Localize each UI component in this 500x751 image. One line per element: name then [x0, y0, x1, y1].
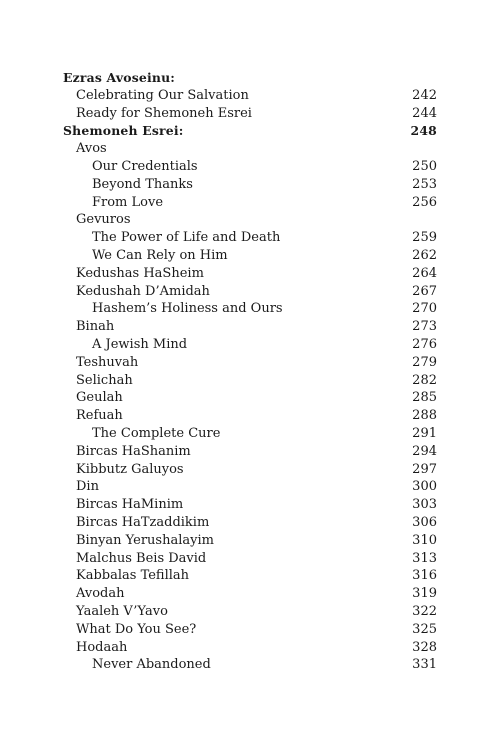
toc-entry-title: Ready for Shemoneh Esrei — [76, 105, 252, 121]
toc-entry-title: Never Abandoned — [92, 657, 211, 673]
toc-entry-title: Bircas HaShanim — [76, 443, 191, 459]
toc-entry-page-number: 291 — [412, 425, 437, 441]
toc-entry — [63, 247, 437, 265]
toc-entry-page-number: 244 — [412, 105, 437, 121]
toc-entry-page-number: 270 — [412, 301, 437, 317]
toc-entry-page-number: 262 — [412, 247, 437, 263]
toc-entry — [63, 496, 437, 514]
toc-entry-title: Din — [76, 479, 99, 495]
toc-section-heading — [63, 122, 437, 140]
toc-entry-title: Beyond Thanks — [92, 176, 193, 192]
toc-entry-page-number: 288 — [412, 408, 437, 424]
toc-entry-title: Bircas HaMinim — [76, 497, 184, 513]
toc-entry — [63, 211, 437, 229]
toc-entry-title: Hodaah — [76, 639, 128, 655]
toc-entry-title: Refuah — [76, 408, 123, 424]
toc-entry-title: The Complete Cure — [92, 425, 221, 441]
toc-entry — [63, 389, 437, 407]
toc-entry — [63, 425, 437, 443]
toc-entry — [63, 336, 437, 354]
toc-entry-title: Geulah — [76, 390, 123, 406]
toc-entry — [63, 229, 437, 247]
toc-entry — [63, 550, 437, 568]
toc-entry — [63, 514, 437, 532]
toc-entry-title: Binah — [76, 319, 115, 335]
toc-entry-page-number: 264 — [412, 265, 437, 281]
toc-entry-title: Kedushah D’Amidah — [76, 283, 210, 299]
toc-entry — [63, 407, 437, 425]
toc-entry-page-number: 310 — [412, 532, 437, 548]
toc-entry-title: Malchus Beis David — [76, 550, 207, 566]
toc-entry — [63, 478, 437, 496]
toc-entry-title: We Can Rely on Him — [92, 247, 228, 263]
toc-entry-page-number: 282 — [412, 372, 437, 388]
toc-entry-title: Avodah — [76, 586, 125, 602]
toc-entry-page-number: 256 — [412, 194, 437, 210]
toc-entry-title: Our Credentials — [92, 158, 198, 174]
toc-entry — [63, 532, 437, 550]
toc-entry-page-number: 242 — [412, 87, 437, 103]
toc-entry — [63, 639, 437, 657]
toc-entry-title: Kedushas HaSheim — [76, 265, 204, 281]
toc-entry — [63, 318, 437, 336]
toc-entry — [63, 443, 437, 461]
toc-entry-page-number: 322 — [412, 603, 437, 619]
toc-entry — [63, 176, 437, 194]
toc-entry-title: The Power of Life and Death — [92, 230, 281, 246]
toc-entry-title: From Love — [92, 194, 164, 210]
toc-entry-title: Bircas HaTzaddikim — [76, 514, 210, 530]
toc-entry-page-number: 273 — [412, 319, 437, 335]
toc-section-heading — [63, 69, 437, 87]
toc-entry — [63, 656, 437, 674]
toc-entry-title: Kabbalas Tefillah — [76, 568, 190, 584]
toc-entry — [63, 300, 437, 318]
toc-entry-title: Kibbutz Galuyos — [76, 461, 184, 477]
toc-entry-title: A Jewish Mind — [92, 336, 188, 352]
toc-entry-title: What Do You See? — [76, 621, 197, 637]
toc-entry-page-number: 276 — [412, 336, 437, 352]
toc-entry — [63, 158, 437, 176]
toc-entry-title: Shemoneh Esrei: — [63, 123, 184, 139]
toc-entry-page-number: 306 — [412, 514, 437, 530]
toc-entry-page-number: 331 — [412, 657, 437, 673]
toc-entry-page-number: 303 — [412, 497, 437, 513]
toc-entry-page-number: 267 — [412, 283, 437, 299]
toc-entry — [63, 621, 437, 639]
toc-entry-page-number: 319 — [412, 586, 437, 602]
toc-entry-page-number: 250 — [412, 158, 437, 174]
toc-entry-title: Gevuros — [76, 212, 131, 228]
toc-entry-page-number: 285 — [412, 390, 437, 406]
toc-entry — [63, 105, 437, 123]
toc-entry-page-number: 325 — [412, 621, 437, 637]
toc-entry — [63, 140, 437, 158]
toc-entry-page-number: 253 — [412, 176, 437, 192]
toc-entry-page-number: 259 — [412, 230, 437, 246]
toc-entry-page-number: 248 — [410, 123, 437, 139]
toc-entry-page-number: 297 — [412, 461, 437, 477]
table-of-contents — [63, 69, 437, 674]
toc-entry-page-number: 300 — [412, 479, 437, 495]
toc-entry-page-number: 279 — [412, 354, 437, 370]
toc-entry-page-number: 294 — [412, 443, 437, 459]
toc-entry-title: Selichah — [76, 372, 133, 388]
toc-entry — [63, 194, 437, 212]
toc-entry-title: Celebrating Our Salvation — [76, 87, 249, 103]
toc-entry-title: Yaaleh V’Yavo — [76, 603, 168, 619]
toc-entry — [63, 603, 437, 621]
toc-entry-title: Binyan Yerushalayim — [76, 532, 214, 548]
toc-entry — [63, 585, 437, 603]
toc-entry — [63, 461, 437, 479]
toc-entry — [63, 283, 437, 301]
toc-entry-page-number: 328 — [412, 639, 437, 655]
toc-entry — [63, 567, 437, 585]
toc-entry — [63, 372, 437, 390]
toc-entry-page-number: 313 — [412, 550, 437, 566]
toc-entry-title: Teshuvah — [76, 354, 139, 370]
toc-entry — [63, 265, 437, 283]
toc-entry-page-number: 316 — [412, 568, 437, 584]
toc-entry-title: Ezras Avoseinu: — [63, 70, 176, 85]
toc-entry-title: Hashem’s Holiness and Ours — [92, 301, 283, 317]
toc-entry — [63, 87, 437, 105]
toc-entry-title: Avos — [76, 141, 107, 157]
toc-entry — [63, 354, 437, 372]
